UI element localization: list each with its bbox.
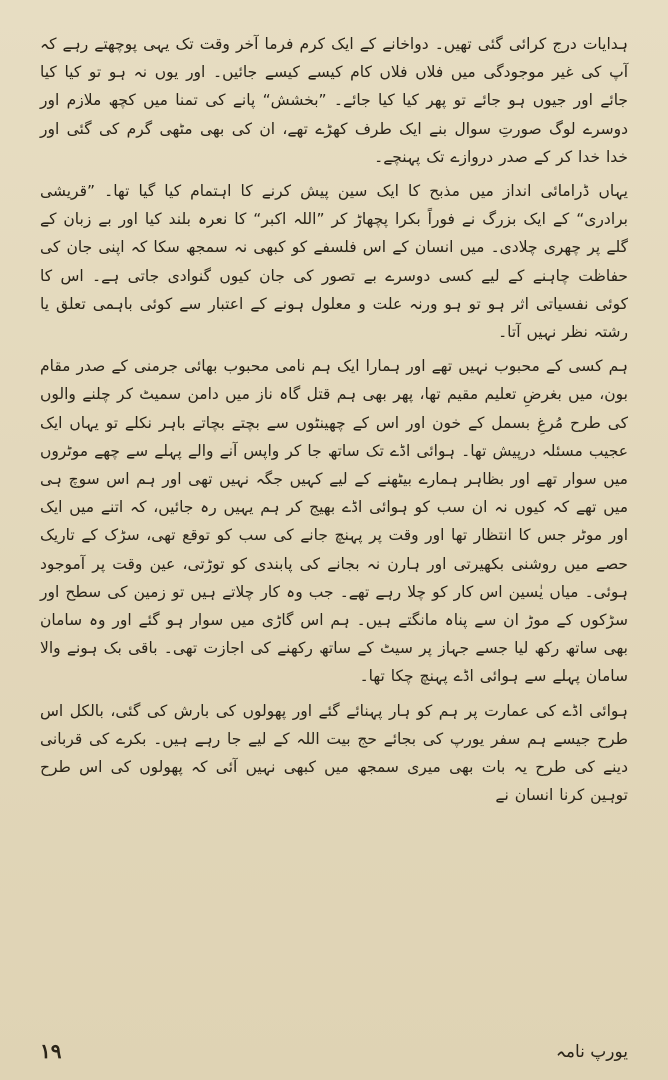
paragraph-4: ہوائی اڈے کی عمارت پر ہم کو ہار پہنائے گئے اور پھولوں کی بارش کی گئی، بالکل اس طرح جیسے ہم سفر یورپ کی بجائے حج بیت اللہ کے لیے جا رہے ہیں۔ بکرے کی قربانی دینے کی طرح یہ بات بھی میری سمجھ میں کبھی نہیں آئی کہ پھولوں کی اس طرح توہین کرنا انسان نے [40,701,628,805]
page-text [40,30,628,809]
running-title: یورپ نامہ [555,1041,628,1062]
paragraph-2: یہاں ڈرامائی انداز میں مذبح کا ایک سین پیش کرنے کا اہتمام کیا گیا تھا۔ ”قریشی برادری“ کے ایک بزرگ نے فوراً بکرا پچھاڑ کر ”اللہ اکبر“ کا نعرہ بلند کیا اور بے زبان کے گلے پر چھری چلادی۔ میں انسان کے اس فلسفے کو کبھی نہ سمجھ سکا کہ اپنی جان کی حفاظت چاہنے کے لیے کسی دوسرے بے تصور کی جان کیوں گنوادی جاتی ہے۔ اس کا کوئی نفسیاتی اثر ہو تو ہو ورنہ علت و معلول ہونے کے اعتبار سے کوئی باہمی تعلق یا رشتہ نظر نہیں آتا۔ [40,182,628,342]
paragraph-1: ہدایات درج کرائی گئی تھیں۔ دواخانے کے ایک کرم فرما آخر وقت تک یہی پوچھتے رہے کہ آپ کی غیر موجودگی میں فلاں فلاں کام کیسے کیسے جائیں۔ اور یوں نہ ہو تو کیا کیا جائے اور جیوں ہو جائے تو پھر کیا کیا جائے۔ ”بخشش“ پانے کی تمنا میں کچھ ملازم اور دوسرے لوگ صورتِ سوال بنے ایک طرف کھڑے تھے، ان کی بھی مٹھی گرم کی گئی اور خدا خدا کر کے صدر دروازے تک پہنچے۔ [40,35,628,166]
paragraph-3: ہم کسی کے محبوب نہیں تھے اور ہمارا ایک ہم نامی محبوب بھائی جرمنی کے صدر مقام بون، میں بغرضِ تعلیم مقیم تھا، پھر بھی ہم قتل گاہ ناز میں دامن سمیٹ کر چلنے والوں کی طرح مُرغِ بسمل کے خون اور اس کے چھینٹوں سے بچتے بچاتے باہر نکلے تو یہاں ایک عجیب مسئلہ درپیش تھا۔ ہوائی اڈے تک ساتھ جا کر واپس آنے والے پہلے سے چھے موٹروں میں سوار تھے اور بظاہر ہمارے بیٹھنے کے لیے کہیں جگہ نہیں تھی اور ہم اس سوچ ہی میں تھے کہ کیوں نہ ان سب کو ہوائی اڈے بھیج کر ہم یہیں رہ جائیں، کہ اتنے میں ایک اور موٹر جس کا انتظار تھا اور وقت پر پہنچ جانے کی سب کو توقع تھی، سڑک کے تاریک حصے میں روشنی بکھیرتی اور ہارن نہ بجانے کی پابندی کو توڑتی، عین وقت پر آموجود ہوئی۔ میاں یٰسین اس کار کو چلا رہے تھے۔ جب وہ کار چلاتے ہیں تو زمین کی سطح اور سڑکوں کے موڑ ان سے پناہ مانگتے ہیں۔ ہم اس گاڑی میں سوار ہو گئے اور وہ سامان بھی ساتھ رکھ لیا جسے جہاز پر سیٹ کے ساتھ رکھنے کی اجازت تھی۔ باقی بک ہونے والا سامان پہلے سے ہوائی اڈے پہنچ چکا تھا۔ [40,357,628,686]
page-footer [40,1036,628,1066]
page-number: ۱۹ [40,1039,62,1063]
